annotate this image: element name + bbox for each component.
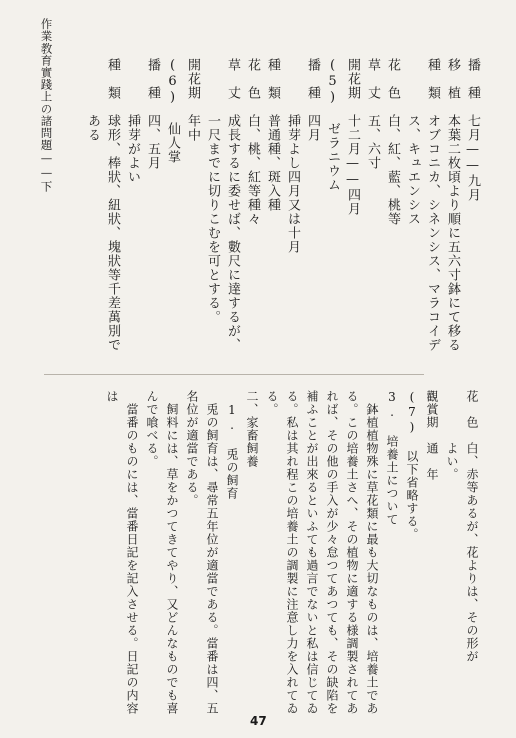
body-column: る。私は其れ程この培養土の調製に注意し力を入れてゐ xyxy=(285,390,299,715)
body-column: 飼料には、草をかつてきてやり、又どんなものでも喜 xyxy=(165,390,179,715)
body-column: んで喰べる。 xyxy=(145,390,159,468)
body-column: 播 種 七月——九月 xyxy=(465,58,480,202)
section-divider xyxy=(44,374,424,375)
body-column: 花 色 白、紅、藍、桃等 xyxy=(385,58,400,226)
body-column: 種 類 球形、棒狀、紐狀、塊狀等千差萬別で xyxy=(105,58,120,352)
body-column: 當番のものには、當番日記を記入させる。日記の内容 xyxy=(125,390,139,715)
body-column: 開花期 十二月——四月 xyxy=(345,58,360,216)
body-column: 花 色 白、赤等あるが、花よりは、その形が xyxy=(465,390,479,663)
section-heading: 1. 兎の飼育 xyxy=(225,390,239,500)
body-column: 播 種 四月 xyxy=(305,58,320,142)
body-column: 草 丈 成長するに委せば、數尺に達するが、 xyxy=(225,58,240,352)
section-heading: (7) 以下省略する。 xyxy=(405,390,419,541)
body-column: れば、その他の手入が少々怠つてあつても、その缺陷を xyxy=(325,390,339,715)
body-column: 兎の飼育は、尋常五年位が適當である。當番は四、五 xyxy=(205,390,219,715)
body-column: 觀賞期 通 年 xyxy=(425,390,439,481)
body-column: る。 xyxy=(265,390,279,416)
body-column: 挿芽よし四月又は十月 xyxy=(285,58,300,254)
body-column: 開花期 年中 xyxy=(185,58,200,142)
section-heading: (6) 仙人掌 xyxy=(165,58,180,164)
section-heading: (5) ゼラニウム xyxy=(325,58,340,192)
body-column: 一尺までに切りこむを可とする。 xyxy=(205,58,220,324)
body-column: 鉢植植物殊に草花類に最も大切なものは、培養土であ xyxy=(365,390,379,715)
body-column: 名位が適當である。 xyxy=(185,390,199,507)
body-column: 挿芽がよい xyxy=(125,58,140,184)
body-column: 花 色 白、桃、紅等種々 xyxy=(245,58,260,226)
body-column: ある xyxy=(85,58,100,142)
body-column: 補ふことが出來るといふても過言でないと私は信じてゐ xyxy=(305,390,319,715)
body-column: る。この培養土さへ、その植物に適する様調製されてあ xyxy=(345,390,359,715)
body-column: 種 類 普通種、斑入種 xyxy=(265,58,280,212)
body-column: 草 丈 五、六寸 xyxy=(365,58,380,170)
body-column: ス、キュエンシス xyxy=(405,58,420,226)
body-column: 移 植 本葉二枚頃より順に五六寸鉢にて移る xyxy=(445,58,460,352)
running-header: 作業教育實踐上の諸問題——下 xyxy=(39,18,54,193)
body-column: よい。 xyxy=(445,390,459,481)
page-number: 47 xyxy=(250,714,267,728)
body-column: は xyxy=(105,390,119,403)
section-heading: 二、家畜飼養 xyxy=(245,390,259,468)
body-column: 種 類 オブコニカ、シネンシス、マラコイデ xyxy=(425,58,440,352)
body-column: 播 種 四、五月 xyxy=(145,58,160,170)
section-heading: 3. 培養土について xyxy=(385,390,399,526)
